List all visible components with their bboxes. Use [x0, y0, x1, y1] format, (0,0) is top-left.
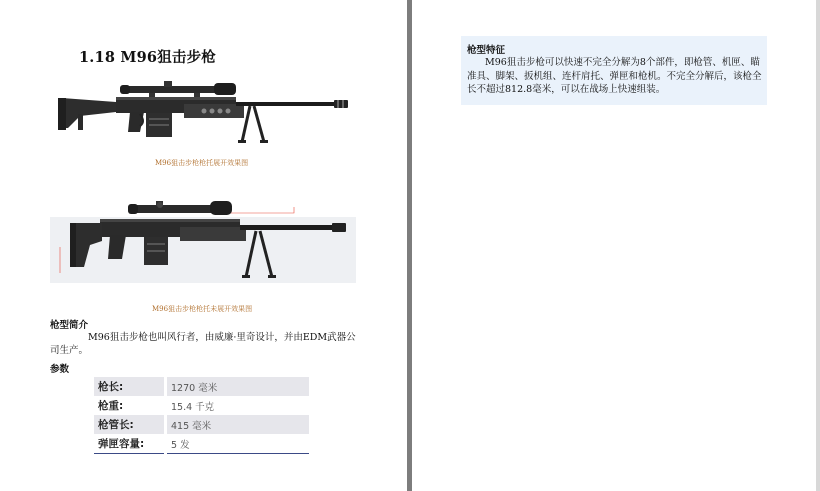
spec-value: 15.4 千克 — [171, 401, 215, 413]
specs-table — [94, 377, 309, 454]
spec-row-magazine — [94, 434, 309, 454]
figure-caption-2: M96狙击步枪枪托未展开效果图 — [152, 305, 253, 313]
page-left — [0, 0, 407, 491]
spec-label: 弹匣容量: — [94, 434, 166, 454]
spec-row-barrel — [94, 415, 309, 434]
params-heading: 参数 — [50, 364, 70, 375]
spec-label: 枪管长: — [94, 415, 166, 434]
spec-value: 1270 毫米 — [166, 377, 310, 396]
spec-row-length — [94, 377, 309, 396]
section-title: 1.18 M96狙击步枪 — [79, 49, 216, 66]
features-heading: 枪型特征 — [467, 45, 506, 56]
rifle-image-stock-folded — [50, 175, 356, 301]
features-box — [461, 36, 767, 105]
spec-row-weight — [94, 396, 309, 415]
page-edge — [816, 0, 820, 491]
figure-caption-1: M96狙击步枪枪托展开效果图 — [155, 159, 249, 167]
spec-value: 5 发 — [171, 439, 190, 451]
spec-value: 415 毫米 — [166, 415, 310, 434]
intro-heading: 枪型简介 — [50, 320, 89, 331]
features-paragraph: M96狙击步枪可以快速不完全分解为8个部件，即枪管、机匣、瞄准具、脚架、扳机组、连杆肩托、弹匣和枪机。不完全分解后，该枪全长不超过812.8毫米，可以在战场上快速组装。 — [467, 57, 762, 95]
spec-label: 枪重: — [94, 396, 166, 415]
rifle-image-stock-extended — [54, 76, 354, 154]
intro-paragraph: M96狙击步枪也叫风行者，由威廉·里奇设计，并由EDM武器公司生产。 — [50, 332, 356, 356]
spec-label: 枪长: — [94, 377, 166, 396]
